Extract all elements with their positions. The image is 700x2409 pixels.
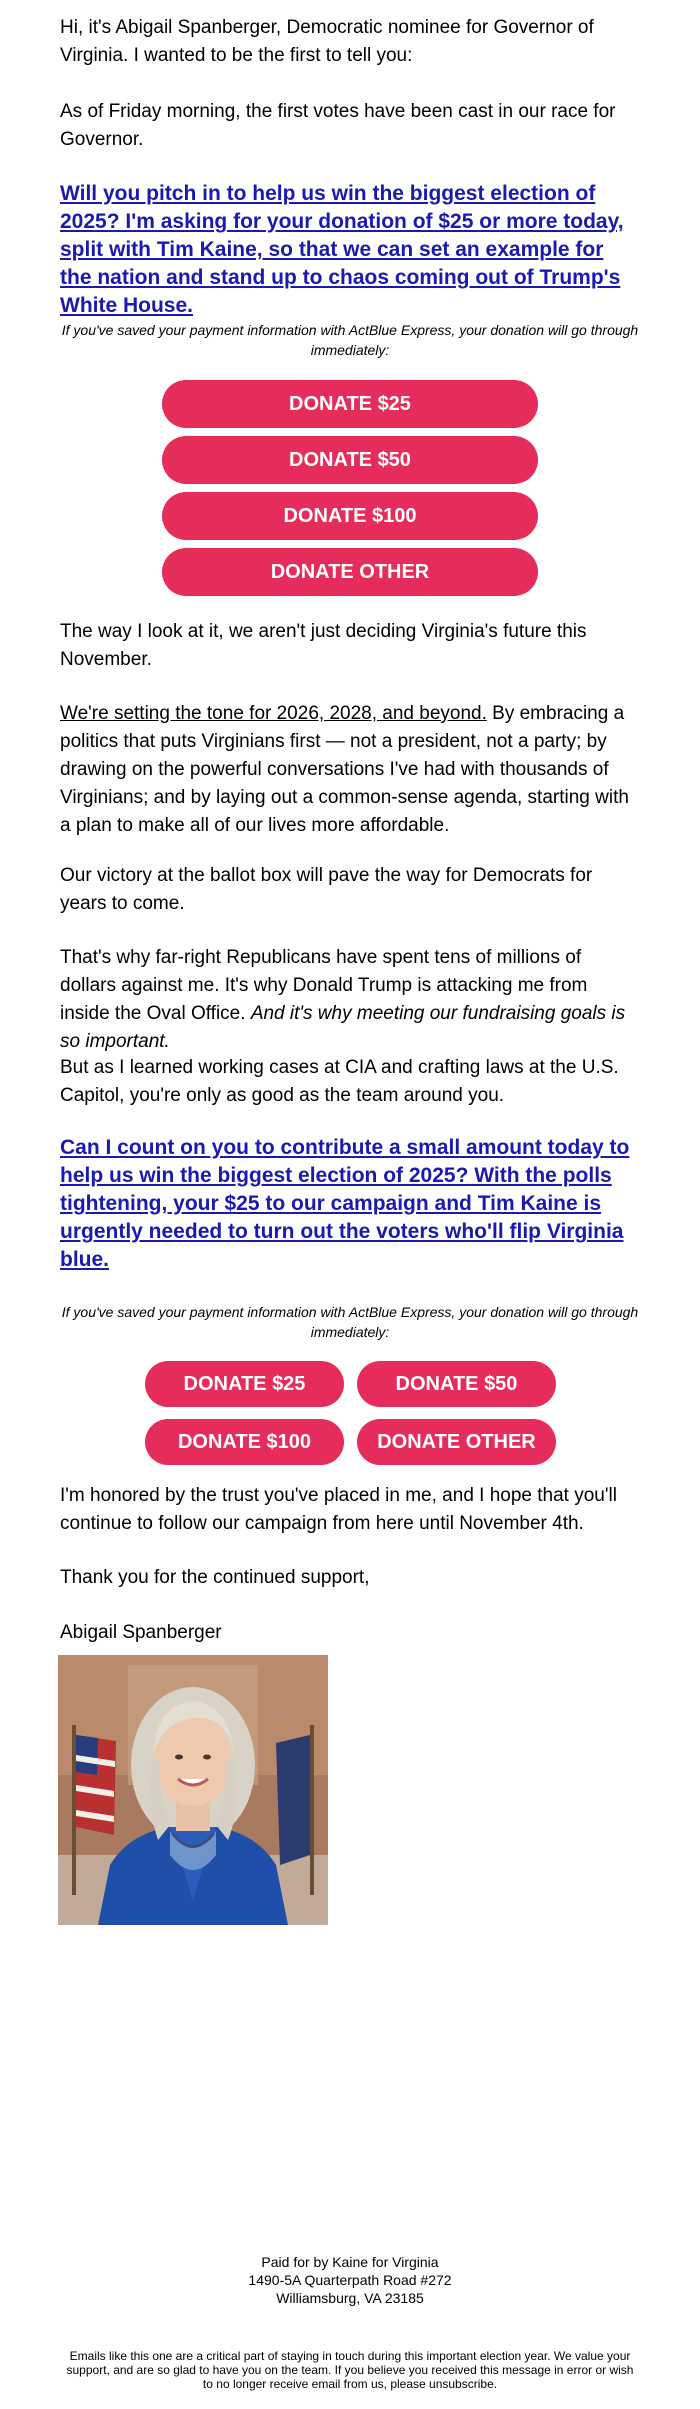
donation-ask-link-2[interactable]: Can I count on you to contribute a small amount today to help us win the biggest election of 2025? With the polls tightening, your $25 to our campaign and Tim Kaine is urgently needed to turn out the voters who'll flip Virginia blue. (60, 1136, 630, 1271)
intro-paragraph-1: Hi, it's Abigail Spanberger, Democratic nominee for Governor of Virginia. I wanted to be the first to tell you: (60, 17, 594, 66)
closing-paragraph-9: Thank you for the continued support, (60, 1567, 370, 1588)
fundraising-italic-text: And it's why meeting our fundraising goals is so important. (60, 1003, 626, 1052)
candidate-photo (58, 1655, 328, 1925)
republicans-text: That's why far-right Republicans have spent tens of millions of dollars against me. It's why Donald Trump is attacking me from inside the Oval Office. (60, 947, 588, 1024)
intro-paragraph-2: As of Friday morning, the first votes have been cast in our race for Governor. (60, 101, 616, 150)
tone-underlined-text: We're setting the tone for 2026, 2028, and beyond. (60, 703, 487, 724)
donate-25-button[interactable]: DONATE $25 (162, 380, 538, 428)
body-paragraph-7: But as I learned working cases at CIA and crafting laws at the U.S. Capitol, you're only as good as the team around you. (60, 1057, 619, 1106)
address-line: 1490-5A Quarterpath Road #272 (248, 2272, 452, 2288)
body-paragraph-5: Our victory at the ballot box will pave the way for Democrats for years to come. (60, 865, 593, 914)
signature-name: Abigail Spanberger (60, 1622, 222, 1643)
tone-rest-text: By embracing a politics that puts Virginians first — not a president, not a party; by drawing on the powerful conversations I've had with thousands of Virginians; and by laying out a common-sense agenda, starting with a plan to make all of our lives more affordable. (60, 703, 629, 836)
actblue-note-1: If you've saved your payment information with ActBlue Express, your donation will go through immediately: (61, 322, 639, 358)
body-paragraph-3: The way I look at it, we aren't just deciding Virginia's future this November. (60, 621, 587, 670)
donate-other-button[interactable]: DONATE OTHER (162, 548, 538, 596)
donate-50-button[interactable]: DONATE $50 (162, 436, 538, 484)
paid-for-line: Paid for by Kaine for Virginia (261, 2254, 439, 2270)
email-disclaimer: Emails like this one are a critical part of staying in touch during this important election year. We value your support, and are so glad to have you on the team. If you believe you received this message in error or wish to no longer receive email from us, please unsubscribe. (66, 2349, 634, 2391)
body-paragraph-4 (60, 700, 640, 840)
donate-100-button[interactable]: DONATE $100 (162, 492, 538, 540)
donate-100-button-2[interactable]: DONATE $100 (145, 1419, 344, 1465)
donate-25-button-2[interactable]: DONATE $25 (145, 1361, 344, 1407)
actblue-note-2: If you've saved your payment information with ActBlue Express, your donation will go through immediately: (61, 1304, 639, 1340)
body-paragraph-6 (60, 944, 640, 1056)
donate-50-button-2[interactable]: DONATE $50 (357, 1361, 556, 1407)
donation-ask-link-1[interactable]: Will you pitch in to help us win the biggest election of 2025? I'm asking for your donation of $25 or more today, split with Tim Kaine, so that we can set an example for the nation and stand up to chaos coming out of Trump's White House. (60, 182, 624, 317)
closing-paragraph-8: I'm honored by the trust you've placed in me, and I hope that you'll continue to follow our campaign from here until November 4th. (60, 1485, 617, 1534)
donate-other-button-2[interactable]: DONATE OTHER (357, 1419, 556, 1465)
city-line: Williamsburg, VA 23185 (276, 2290, 424, 2306)
